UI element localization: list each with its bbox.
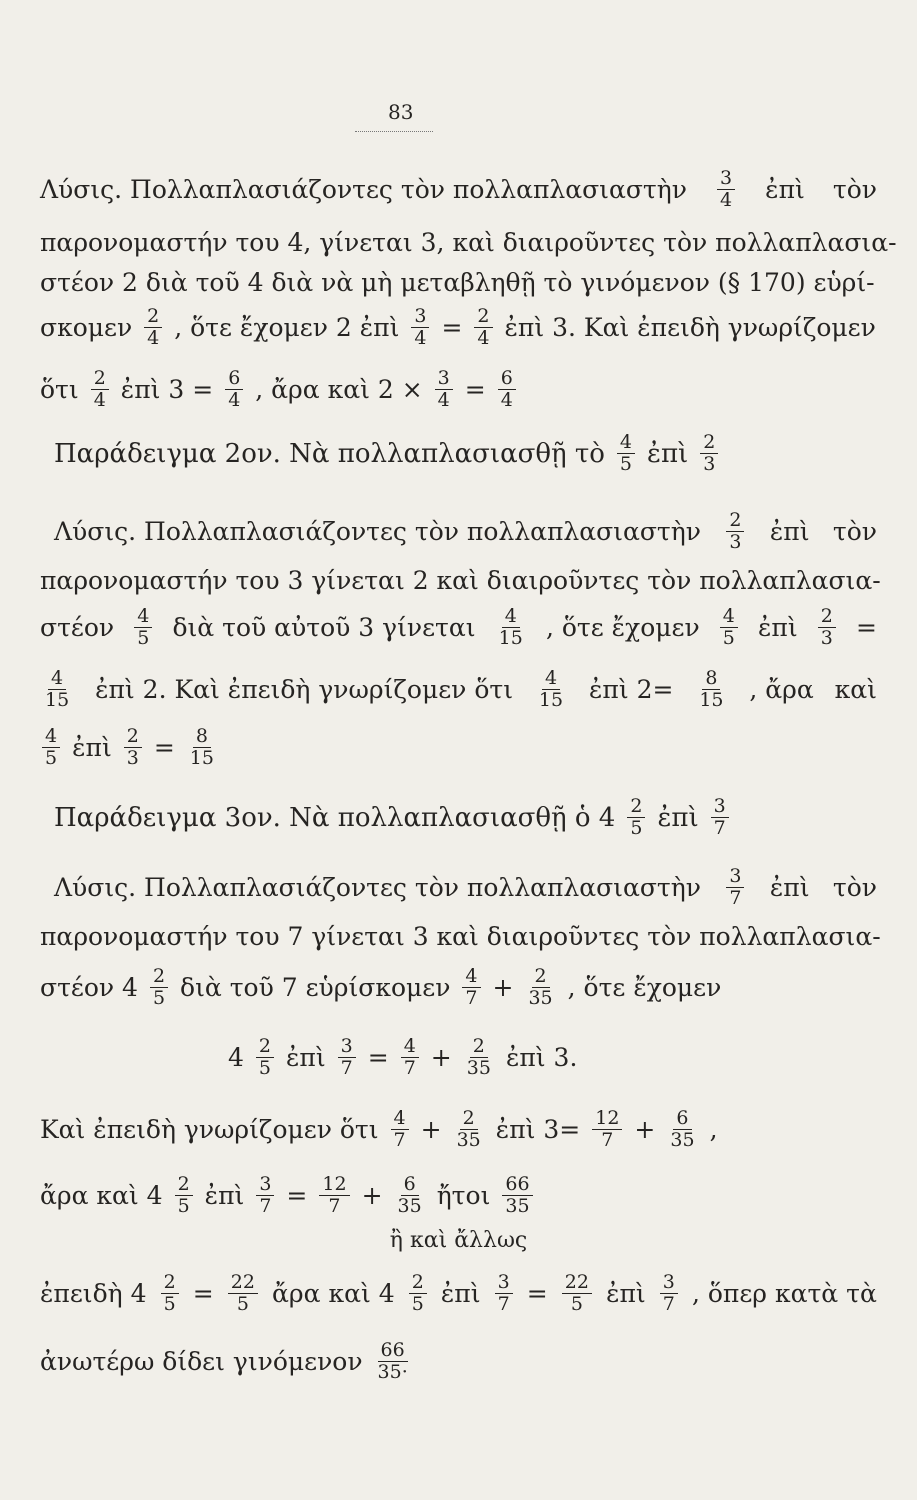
fraction-3-7: $\frac{3}{7}$ — [256, 1174, 274, 1217]
fraction-4-7: $\frac{4}{7}$ — [401, 1036, 419, 1079]
text-line-13: Λύσις. Πολλαπλασιάζοντες τὸν πολλαπλασιαστὴν $\frac{3}{7}$ ἐπὶ τὸν — [54, 865, 877, 909]
text-line-9: στέον $\frac{4}{5}$ διὰ τοῦ αὐτοῦ 3 γίνεται $\frac{4}{15}$ , ὅτε ἔχομεν $\frac{4}{5}$ ἐπὶ $\frac{2}{3}$ = — [40, 605, 877, 649]
fraction-3-4: $\frac{3}{4}$ — [717, 168, 735, 211]
fraction-2-3: $\frac{2}{3}$ — [124, 726, 142, 769]
fraction-12-7: $\frac{12}{7}$ — [592, 1108, 622, 1151]
fraction-3-4: $\frac{3}{4}$ — [411, 306, 429, 349]
fraction-66-35: $\frac{66}{35\cdot}$ — [377, 1339, 408, 1383]
solution-1-intro: Λύσις. Πολλαπλασιάζοντες τὸν πολλαπλασιαστὴν — [40, 174, 687, 204]
example-3-heading: Παράδειγμα 3ον. Νὰ πολλαπλασιασθῇ ὁ 4 $\frac{2}{5}$ ἐπὶ $\frac{3}{7}$ — [54, 796, 877, 839]
fraction-2-35: $\frac{2}{35}$ — [528, 965, 553, 1009]
alternative-heading: ἢ καὶ ἄλλως — [389, 1228, 528, 1253]
text-line-5: ὅτι $\frac{2}{4}$ ἐπὶ 3 = $\frac{6}{4}$ , ἄρα καὶ 2 × $\frac{3}{4}$ = $\frac{6}{4}$ — [40, 368, 877, 411]
fraction-2-3: $\frac{2}{3}$ — [700, 432, 718, 475]
fraction-2-4: $\frac{2}{4}$ — [474, 306, 492, 349]
fraction-4-5: $\frac{4}{5}$ — [42, 726, 60, 769]
text-line-18: ἄρα καὶ 4 $\frac{2}{5}$ ἐπὶ $\frac{3}{7}$ = $\frac{12}{7}$ + $\frac{6}{35}$ ἤτοι $\frac{66}{35}$ — [40, 1174, 877, 1217]
text-line-11: $\frac{4}{5}$ ἐπὶ $\frac{2}{3}$ = $\frac{8}{15}$ — [40, 726, 877, 769]
fraction-4-5: $\frac{4}{5}$ — [720, 606, 738, 649]
fraction-6-4: $\frac{6}{4}$ — [498, 368, 516, 411]
fraction-3-7: $\frac{3}{7}$ — [660, 1272, 678, 1315]
text-line-16: 4 $\frac{2}{5}$ ἐπὶ $\frac{3}{7}$ = $\frac{4}{7}$ + $\frac{2}{35}$ ἐπὶ 3. — [228, 1035, 578, 1079]
text-line-20: ἐπειδὴ 4 $\frac{2}{5}$ = $\frac{22}{5}$ ἄρα καὶ 4 $\frac{2}{5}$ ἐπὶ $\frac{3}{7}$ = $\frac{22}{5}$ ἐπὶ $\frac{3}{7}$ , ὅπερ κατὰ τὰ — [40, 1271, 877, 1315]
fraction-3-7: $\frac{3}{7}$ — [338, 1036, 356, 1079]
fraction-2-5: $\frac{2}{5}$ — [256, 1036, 274, 1079]
fraction-2-5: $\frac{2}{5}$ — [175, 1174, 193, 1217]
page-number: 83 — [388, 100, 414, 124]
fraction-2-35: $\frac{2}{35}$ — [456, 1107, 481, 1151]
text-line-4: σκομεν $\frac{2}{4}$ , ὅτε ἔχομεν 2 ἐπὶ $\frac{3}{4}$ = $\frac{2}{4}$ ἐπὶ 3. Καὶ ἐπειδὴ γνωρίζομεν — [40, 305, 876, 349]
fraction-4-7: $\frac{4}{7}$ — [391, 1108, 409, 1151]
fraction-4-5: $\frac{4}{5}$ — [134, 606, 152, 649]
fraction-12-7: $\frac{12}{7}$ — [319, 1174, 349, 1217]
fraction-2-3: $\frac{2}{3}$ — [726, 510, 744, 553]
fraction-6-4: $\frac{6}{4}$ — [225, 368, 243, 411]
text-line-1: Λύσις. Πολλαπλασιάζοντες τὸν πολλαπλασιαστὴν $\frac{3}{4}$ ἐπὶ τὸν — [40, 167, 877, 211]
fraction-22-5: $\frac{22}{5}$ — [562, 1272, 592, 1315]
fraction-6-35: $\frac{6}{35}$ — [670, 1107, 695, 1151]
fraction-2-5: $\frac{2}{5}$ — [161, 1272, 179, 1315]
fraction-4-7: $\frac{4}{7}$ — [462, 966, 480, 1009]
text-line-15: στέον 4 $\frac{2}{5}$ διὰ τοῦ 7 εὑρίσκομεν $\frac{4}{7}$ + $\frac{2}{35}$ , ὅτε ἔχομεν — [40, 965, 722, 1009]
text-line-2: παρονομαστήν του 4, γίνεται 3, καὶ διαιροῦντες τὸν πολλαπλασια- — [40, 228, 897, 257]
header-rule — [355, 131, 433, 132]
fraction-8-15: $\frac{8}{15}$ — [699, 667, 724, 711]
fraction-2-4: $\frac{2}{4}$ — [91, 368, 109, 411]
text-line-7: Λύσις. Πολλαπλασιάζοντες τὸν πολλαπλασιαστὴν $\frac{2}{3}$ ἐπὶ τὸν — [54, 509, 877, 553]
fraction-2-5: $\frac{2}{5}$ — [627, 796, 645, 839]
text-line-17: Καὶ ἐπειδὴ γνωρίζομεν ὅτι $\frac{4}{7}$ + $\frac{2}{35}$ ἐπὶ 3= $\frac{12}{7}$ + $\frac{6}{35}$ , — [40, 1107, 718, 1151]
fraction-2-5: $\frac{2}{5}$ — [409, 1272, 427, 1315]
fraction-6-35: $\frac{6}{35}$ — [397, 1173, 422, 1217]
fraction-3-7: $\frac{3}{7}$ — [495, 1272, 513, 1315]
fraction-4-15: $\frac{4}{15}$ — [498, 605, 523, 649]
text-line-21: ἀνωτέρω δίδει γινόμενον $\frac{66}{35\cdot}$ — [40, 1340, 877, 1383]
fraction-2-4: $\frac{2}{4}$ — [144, 306, 162, 349]
fraction-4-15: $\frac{4}{15}$ — [538, 667, 564, 711]
fraction-3-7: $\frac{3}{7}$ — [726, 866, 744, 909]
fraction-66-35: $\frac{66}{35}$ — [502, 1174, 532, 1217]
text-line-14: παρονομαστήν του 7 γίνεται 3 καὶ διαιροῦντες τὸν πολλαπλασια- — [40, 922, 881, 951]
fraction-4-5: $\frac{4}{5}$ — [617, 432, 635, 475]
text-line-8: παρονομαστήν του 3 γίνεται 2 καὶ διαιροῦντες τὸν πολλαπλασια- — [40, 566, 881, 595]
fraction-2-35: $\frac{2}{35}$ — [466, 1035, 491, 1079]
fraction-2-5: $\frac{2}{5}$ — [150, 966, 168, 1009]
text-line-10: $\frac{4}{15}$ ἐπὶ 2. Καὶ ἐπειδὴ γνωρίζομεν ὅτι $\frac{4}{15}$ ἐπὶ 2= $\frac{8}{15}$ , ἄρα καὶ — [40, 668, 877, 711]
example-2-heading: Παράδειγμα 2ον. Νὰ πολλαπλασιασθῇ τὸ $\frac{4}{5}$ ἐπὶ $\frac{2}{3}$ — [54, 432, 877, 475]
text-line-3: στέον 2 διὰ τοῦ 4 διὰ νὰ μὴ μεταβληθῇ τὸ γινόμενον (§ 170) εὑρί- — [40, 268, 875, 297]
fraction-3-4: $\frac{3}{4}$ — [435, 368, 453, 411]
fraction-4-15: $\frac{4}{15}$ — [45, 667, 70, 711]
fraction-3-7: $\frac{3}{7}$ — [711, 796, 729, 839]
fraction-22-5: $\frac{22}{5}$ — [228, 1272, 258, 1315]
fraction-8-15: $\frac{8}{15}$ — [189, 725, 214, 769]
fraction-2-3: $\frac{2}{3}$ — [818, 606, 836, 649]
